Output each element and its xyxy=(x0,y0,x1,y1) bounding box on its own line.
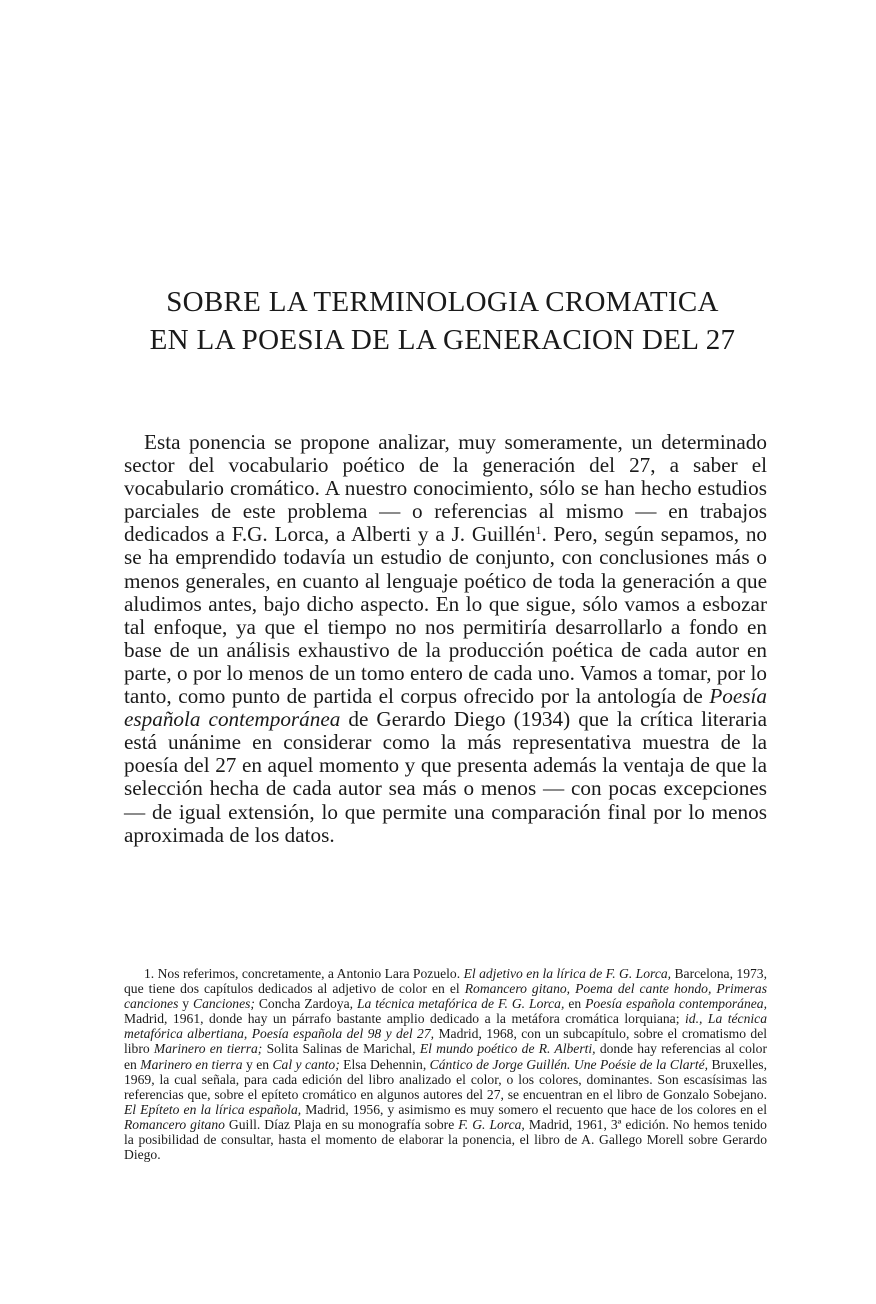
footnote-text: Guill. Díaz Plaja en su monografía sobre xyxy=(224,1116,459,1132)
body-text-segment: Esta ponencia se propone analizar, muy someramente, un determinado sector del vocabulario poético de la generación del 27, a saber el vocabulario cromático. A nuestro conocimiento, sólo se han hecho estudios parciales de este problema — o referencias al mismo — en trabajos dedicados a F.G. Lorca, a Alberti y a J. Guillén xyxy=(124,430,767,547)
footnote-italic: El mundo poético de R. Alberti, xyxy=(419,1041,596,1057)
footnote-text: Madrid, 1961, donde hay un párrafo bastante amplio dedicado a la metáfora cromática lorquiana; xyxy=(124,1011,685,1027)
footnote-italic: Marinero en tierra xyxy=(140,1056,243,1072)
footnote-italic: Romancero gitano, Poema del cante hondo, Primeras canciones xyxy=(124,981,768,1012)
footnote-reference: 1 xyxy=(535,523,542,538)
footnote-italic: Canciones; xyxy=(193,996,255,1012)
footnote-text: Madrid, 1956, y asimismo es muy somero el recuento que hace de los colores en el xyxy=(301,1101,767,1117)
paper-title xyxy=(100,283,785,359)
footnote-paragraph xyxy=(124,966,767,1162)
footnote-italic: El adjetivo en la lírica de F. G. Lorca, xyxy=(463,966,672,981)
footnote-italic: Romancero gitano xyxy=(124,1116,225,1132)
body-italic-title: Poesía española contemporánea xyxy=(124,684,767,732)
footnote-text: Concha Zardoya, xyxy=(254,996,357,1012)
footnote xyxy=(124,966,767,1162)
footnote-italic: id., La técnica metafórica albertiana, Poesía española del 98 y del 27, xyxy=(124,1011,767,1042)
footnote-italic: Cántico de Jorge Guillén. Une Poésie de la Clarté, xyxy=(429,1056,709,1072)
body-text-segment: . Pero, según sepamos, no se ha emprendido todavía un estudio de conjunto, con conclusiones más o menos generales, en cuanto al lenguaje poético de toda la generación a que aludimos antes, bajo dicho aspecto. En lo que sigue, sólo vamos a esbozar tal enfoque, ya que el tiempo no nos permitiría desarrollarlo a fondo en base de un análisis exhaustivo de la producción poética de cada autor en parte, o por lo menos de un tomo entero de cada uno. Vamos a tomar, por lo tanto, como punto de partida el corpus ofrecido por la antología de xyxy=(124,522,768,709)
footnote-italic: La técnica metafórica de F. G. Lorca, xyxy=(356,996,565,1012)
footnote-text: Madrid, 1961, 3ª edición. No hemos tenido la posibilidad de consultar, hasta el momento de elaborar la ponencia, el libro de A. Gallego Morell sobre Gerardo Diego. xyxy=(124,1116,767,1163)
footnote-italic: F. G. Lorca, xyxy=(458,1116,525,1132)
footnote-text: Barcelona, 1973, que tiene dos capítulos dedicados al adjetivo de color en el xyxy=(124,966,767,997)
footnote-italic: Marinero en tierra; xyxy=(153,1041,263,1057)
footnote-text: 1. Nos referimos, concretamente, a Antonio Lara Pozuelo. xyxy=(144,966,464,981)
body-text xyxy=(124,431,767,847)
footnote-text: y xyxy=(178,996,194,1012)
title-line-2: EN LA POESIA DE LA GENERACION DEL 27 xyxy=(149,324,736,356)
footnote-italic: Poesía española contemporánea, xyxy=(585,996,767,1012)
footnote-text: y en xyxy=(242,1056,273,1072)
body-paragraph xyxy=(124,431,767,847)
body-text-segment: de Gerardo Diego (1934) que la crítica literaria está unánime en considerar como la más representativa muestra de la poesía del 27 en aquel momento y que presenta además la ventaja de que la selección hecha de cada autor sea más o menos — con pocas excepciones — de igual extensión, lo que permite una comparación final por lo menos aproximada de los datos. xyxy=(124,707,767,847)
footnote-italic: El Epíteto en la lírica española, xyxy=(124,1101,302,1117)
footnote-text: en xyxy=(564,996,586,1012)
title-line-1: SOBRE LA TERMINOLOGIA CROMATICA xyxy=(166,286,719,318)
footnote-text: Elsa Dehennin, xyxy=(339,1056,430,1072)
footnote-italic: Cal y canto; xyxy=(272,1056,340,1072)
footnote-text: Bruxelles, 1969, la cual señala, para cada edición del libro analizado el color, o los colores, dominantes. Son escasísimas las referencias que, sobre el epíteto cromático en algunos autores del 27, se encuentran en el libro de Gonzalo Sobejano. xyxy=(124,1056,767,1102)
footnote-text: Solita Salinas de Marichal, xyxy=(262,1041,420,1057)
footnote-text: Madrid, 1968, con un subcapítulo, sobre el cromatismo del libro xyxy=(124,1026,767,1057)
footnote-text: donde hay referencias al color en xyxy=(124,1041,767,1072)
